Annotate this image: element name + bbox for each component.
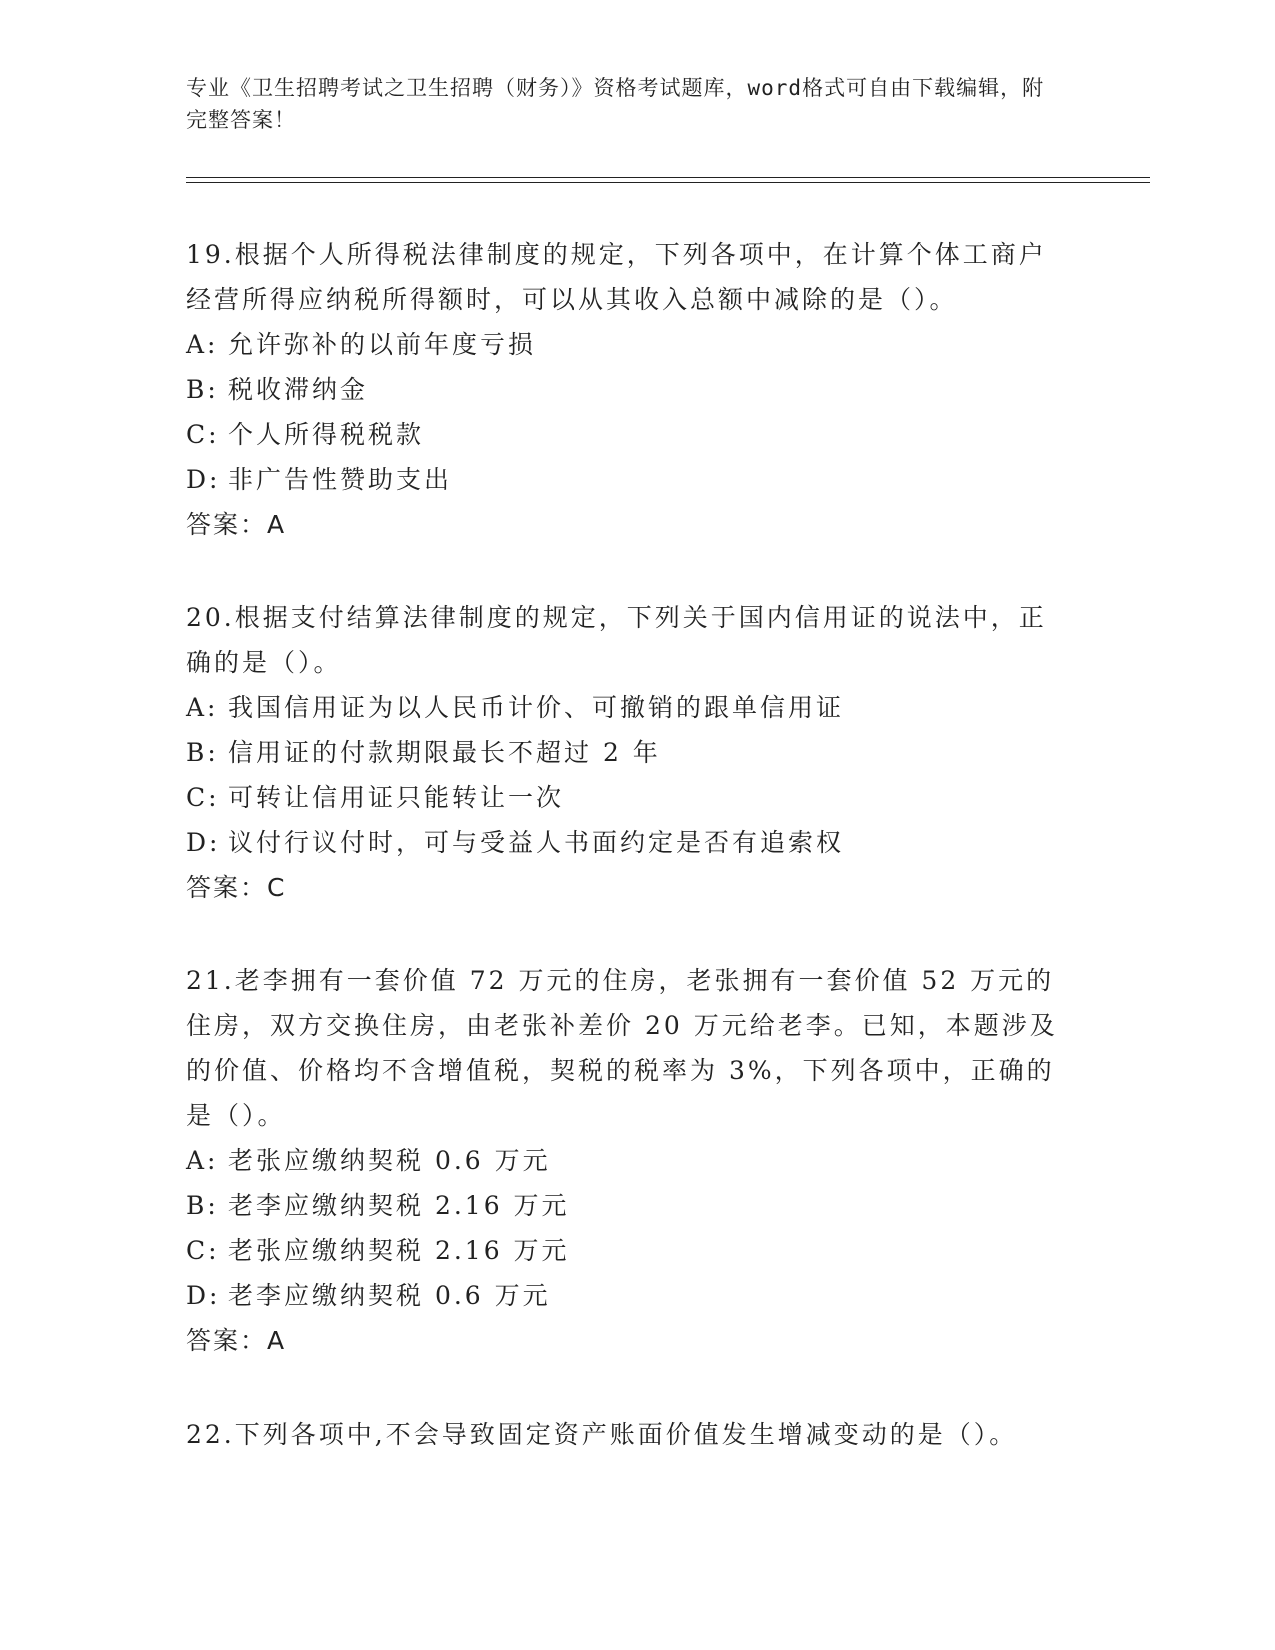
option-text: 允许弥补的以前年度亏损 — [228, 330, 537, 359]
question-stem: 20.根据支付结算法律制度的规定，下列关于国内信用证的说法中，正确的是（）。 — [186, 603, 1047, 677]
option-d — [186, 820, 1066, 865]
option-key: A: — [186, 693, 219, 722]
option-key: D: — [186, 465, 221, 494]
option-text: 税收滞纳金 — [228, 375, 369, 404]
option-key: B: — [186, 375, 219, 404]
answer-line: 答案：A — [186, 510, 287, 539]
question-21 — [186, 958, 1066, 1363]
option-text: 信用证的付款期限最长不超过 2 年 — [228, 738, 661, 767]
option-a — [186, 685, 1066, 730]
header-divider-bottom — [186, 182, 1150, 183]
option-c — [186, 775, 1066, 820]
option-d — [186, 457, 1066, 502]
option-key: B: — [186, 738, 219, 767]
question-stem: 22.下列各项中,不会导致固定资产账面价值发生增减变动的是（）。 — [186, 1420, 1018, 1449]
option-text: 议付行议付时，可与受益人书面约定是否有追索权 — [228, 828, 845, 857]
option-text: 非广告性赞助支出 — [228, 465, 453, 494]
question-stem: 19.根据个人所得税法律制度的规定，下列各项中，在计算个体工商户经营所得应纳税所得额时，可以从其收入总额中减除的是（）。 — [186, 240, 1047, 314]
question-20 — [186, 595, 1066, 910]
option-b — [186, 1183, 1066, 1228]
option-key: A: — [186, 1146, 219, 1175]
option-key: B: — [186, 1191, 219, 1220]
option-d — [186, 1273, 1066, 1318]
option-text: 老李应缴纳契税 2.16 万元 — [228, 1191, 570, 1220]
question-22 — [186, 1412, 1066, 1457]
option-text: 老张应缴纳契税 0.6 万元 — [228, 1146, 551, 1175]
option-b — [186, 367, 1066, 412]
option-text: 可转让信用证只能转让一次 — [228, 783, 565, 812]
document-header: 专业《卫生招聘考试之卫生招聘（财务）》资格考试题库，word格式可自由下载编辑，附完整答案！ — [186, 76, 1045, 132]
answer-line: 答案：A — [186, 1326, 287, 1355]
option-text: 老李应缴纳契税 0.6 万元 — [228, 1281, 551, 1310]
option-text: 老张应缴纳契税 2.16 万元 — [228, 1236, 570, 1265]
option-key: C: — [186, 420, 220, 449]
option-key: C: — [186, 783, 220, 812]
option-key: D: — [186, 1281, 221, 1310]
answer-line: 答案：C — [186, 873, 287, 902]
option-text: 个人所得税税款 — [228, 420, 425, 449]
option-key: C: — [186, 1236, 220, 1265]
option-text: 我国信用证为以人民币计价、可撤销的跟单信用证 — [228, 693, 845, 722]
option-c — [186, 412, 1066, 457]
header-divider-top — [186, 177, 1150, 178]
option-key: D: — [186, 828, 221, 857]
option-b — [186, 730, 1066, 775]
option-a — [186, 322, 1066, 367]
option-c — [186, 1228, 1066, 1273]
option-key: A: — [186, 330, 219, 359]
question-19 — [186, 232, 1066, 547]
option-a — [186, 1138, 1066, 1183]
question-stem: 21.老李拥有一套价值 72 万元的住房，老张拥有一套价值 52 万元的住房，双方交换住房，由老张补差价 20 万元给老李。已知，本题涉及的价值、价格均不含增值税，契税的税率为 3%，下列各项中，正确的是（）。 — [186, 966, 1058, 1130]
